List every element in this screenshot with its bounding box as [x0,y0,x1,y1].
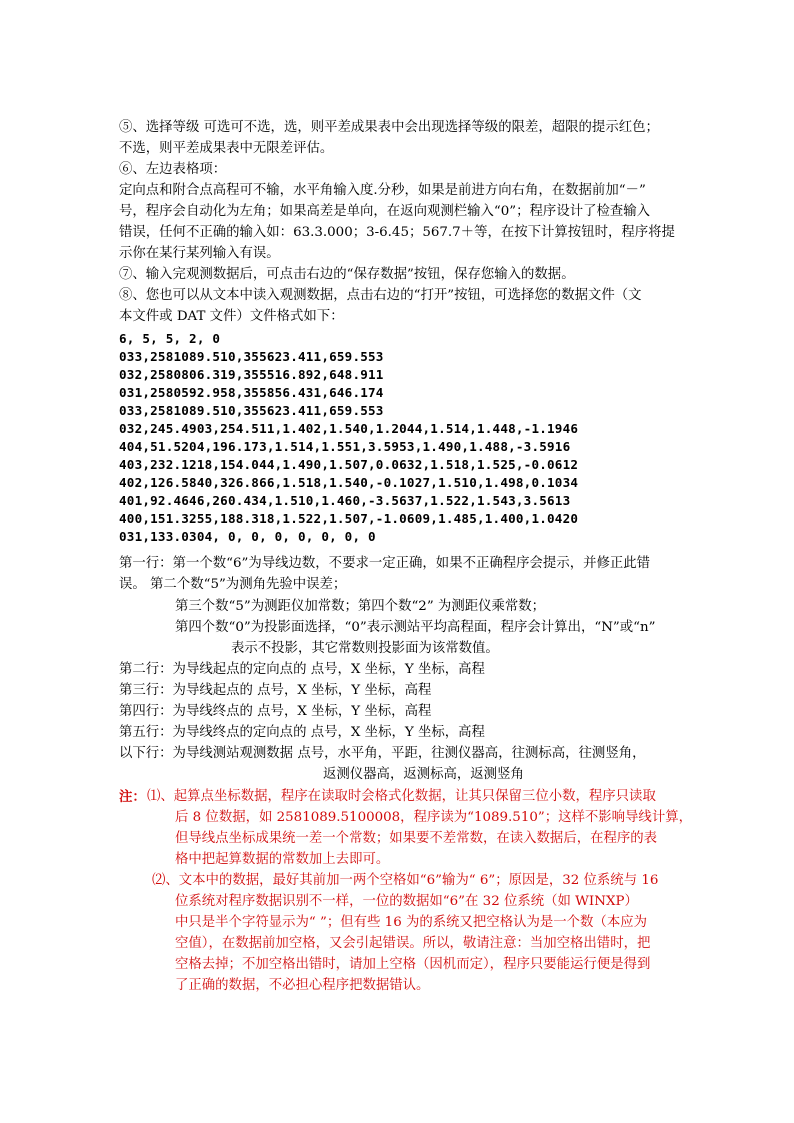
sample-file-line: 032,245.4903,254.511,1.402,1.540,1.2044,1.514,1.448,-1.1946 [119,421,579,436]
sample-file-line: 032,2580806.319,355516.892,648.911 [119,367,384,382]
sample-file-line: 402,126.5840,326.866,1.518,1.540,-0.1027,1.510,1.498,0.1034 [119,475,579,490]
instruction-line: 号，程序会自动化为左角；如果高差是单向，在返向观测栏输入“0”；程序设计了检查输入 [119,204,651,219]
explanation-line: 第二行：为导线起点的定向点的 点号，X 坐标，Y 坐标，高程 [119,662,485,677]
instruction-line: 不选，则平差成果表中无限差评估。 [119,141,334,156]
explanation-line: 第三个数“5”为测距仪加常数；第四个数“2” 为测距仪乘常数； [175,599,546,614]
sample-file-line: 400,151.3255,188.318,1.522,1.507,-1.0609,1.485,1.400,1.0420 [119,511,579,526]
note-line: ⑴、起算点坐标数据，程序在读取时会格式化数据，让其只保留三位小数，程序只读取 [147,789,656,804]
sample-file-line: 401,92.4646,260.434,1.510,1.460,-3.5637,1.522,1.543,3.5613 [119,493,571,508]
sample-file-line: 033,2581089.510,355623.411,659.553 [119,349,384,364]
instruction-line: 本文件或 DAT 文件）文件格式如下： [119,309,344,324]
explanation-line: 误。 第二个数“5”为测角先验中误差； [119,577,347,592]
explanation-line: 第一行：第一个数“6”为导线边数，不要求一定正确，如果不正确程序会提示，并修正此错 [119,556,651,571]
sample-file-line: 031,133.0304, 0, 0, 0, 0, 0, 0, 0 [119,529,376,544]
note-line: 后 8 位数据，如 2581089.5100008，程序读为“1089.510”；这样不影响导线计算， [175,810,692,825]
note-line: 空值），在数据前加空格，又会引起错误。所以，敬请注意：当加空格出错时，把 [175,936,651,951]
sample-file-line: 033,2581089.510,355623.411,659.553 [119,403,384,418]
sample-file-line: 6, 5, 5, 2, 0 [119,331,221,346]
explanation-line: 表示不投影，其它常数则投影面为该常数值。 [231,641,499,656]
instruction-line: 错误，任何不正确的输入如：63.3.000；3-6.45；567.7＋等，在按下计算按钮时，程序将提 [119,225,675,240]
sample-file-line: 031,2580592.958,355856.431,646.174 [119,385,384,400]
notes-label: 注： [119,789,146,805]
instruction-line: 示你在某行某列输入有误。 [119,246,280,261]
note-line: 了正确的数据，不必担心程序把数据错认。 [175,978,430,993]
explanation-line: 第五行：为导线终点的定向点的 点号，X 坐标，Y 坐标，高程 [119,725,485,740]
note-line: 格中把起算数据的常数加上去即可。 [175,852,390,867]
explanation-line: 以下行：为导线测站观测数据 点号，水平角，平距，往测仪器高，往测标高，往测竖角， [119,746,646,761]
sample-file-line: 404,51.5204,196.173,1.514,1.551,3.5953,1.490,1.488,-3.5916 [119,439,571,454]
instruction-line: ⑤、选择等级 可选可不选，选，则平差成果表中会出现选择等级的限差，超限的提示红色； [119,120,659,135]
sample-file-line: 403,232.1218,154.044,1.490,1.507,0.0632,1.518,1.525,-0.0612 [119,457,579,472]
instruction-line: ⑦、输入完观测数据后，可点击右边的“保存数据”按钮，保存您输入的数据。 [119,267,575,282]
explanation-line: 第四个数“0”为投影面选择，“0”表示测站平均高程面，程序会计算出，“N”或“n” [175,620,656,635]
note-line: 空格去掉；不加空格出错时，请加上空格（因机而定），程序只要能运行便是得到 [175,957,651,972]
instruction-line: ⑧、您也可以从文本中读入观测数据，点击右边的“打开”按钮，可选择您的数据文件（文 [119,288,642,303]
explanation-line: 返测仪器高，返测标高，返测竖角 [323,767,524,782]
instruction-line: 定向点和附合点高程可不输，水平角输入度.分秒，如果是前进方向右角，在数据前加“－” [119,183,646,198]
note-line: 位系统对程序数据识别不一样，一位的数据如“6”在 32 位系统（如 WINXP） [175,894,638,909]
explanation-line: 第四行：为导线终点的 点号，X 坐标，Y 坐标，高程 [119,704,432,719]
note-line: 但导线点坐标成果统一差一个常数；如果要不差常数，在读入数据后，在程序的表 [175,831,658,846]
explanation-line: 第三行：为导线起点的 点号，X 坐标，Y 坐标，高程 [119,683,432,698]
note-line: 中只是半个字符显示为“ ”；但有些 16 为的系统又把空格认为是一个数（本应为 [175,915,647,930]
instruction-line: ⑥、左边表格项： [119,162,227,177]
note-line: ⑵、文本中的数据，最好其前加一两个空格如“6”输为“ 6”；原因是，32 位系统与 16 [152,873,659,888]
